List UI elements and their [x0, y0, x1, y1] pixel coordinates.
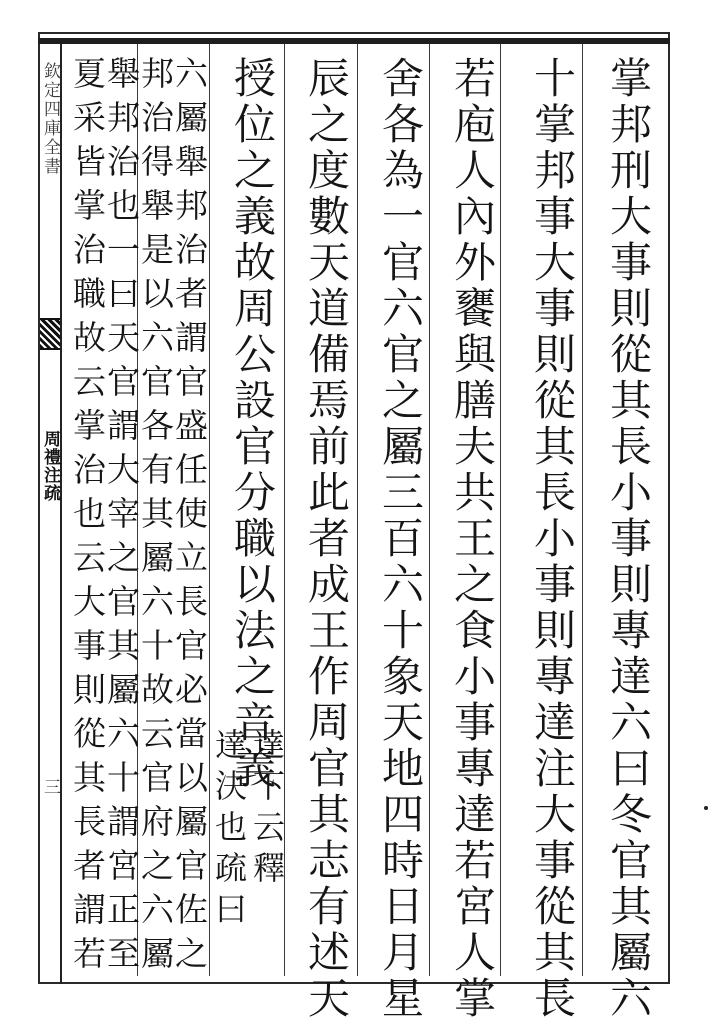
- text-column-4: 舍各為一官六官之屬三百六十象天地四時日月星: [376, 56, 425, 1022]
- text-column-5: 辰之度數天道備焉前此者成王作周官其志有述天: [302, 56, 351, 1022]
- commentary-column-7: 六屬舉邦治者謂官盛任使立長官必當以屬官佐之: [170, 56, 209, 980]
- text-column-3: 若庖人內外饔與膳夫共王之食小事專達若宮人掌: [448, 56, 497, 1022]
- commentary-column-9: 舉邦治也一曰天官謂大宰之官其屬六十謂宮正至: [102, 56, 141, 980]
- main-text-area: [62, 44, 662, 1022]
- commentary-column-6a: 達下云釋: [248, 728, 286, 892]
- text-column-6: 授位之義故周公設官分職以法之音義: [228, 56, 277, 792]
- commentary-column-10: 夏采皆掌治職故云掌治也云大事則從其長者謂若: [68, 56, 107, 980]
- ink-speck: [704, 806, 708, 810]
- margin-strip: [38, 44, 62, 984]
- commentary-column-6b: 達決也疏曰: [210, 728, 248, 933]
- fish-tail-ornament: [40, 318, 60, 350]
- margin-book-title: 周禮注疏: [40, 430, 60, 502]
- commentary-column-8: 邦治得舉是以六官各有其屬六十故云官府之六屬: [136, 56, 175, 980]
- margin-page-number: 三: [40, 778, 60, 797]
- margin-title: 欽定四庫全書: [40, 62, 60, 176]
- text-column-1: 掌邦刑大事則從其長小事則專達六曰冬官其屬六: [604, 56, 653, 1022]
- text-column-2: 十掌邦事大事則從其長小事則專達注大事從其長: [528, 56, 577, 1022]
